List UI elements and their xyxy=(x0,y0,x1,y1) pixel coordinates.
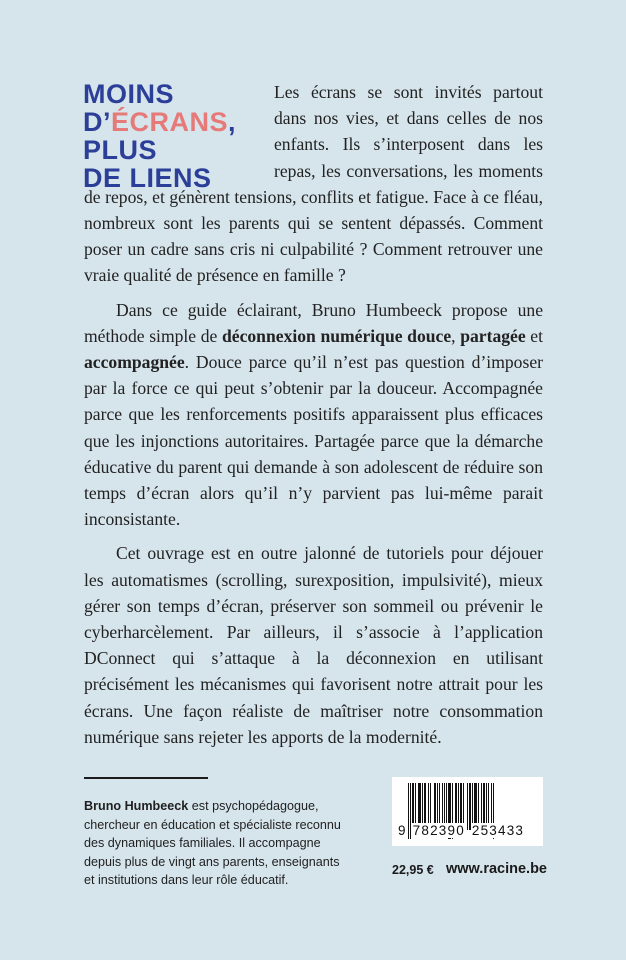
divider-rule xyxy=(84,777,208,779)
isbn-number: 9 782390 253433 xyxy=(398,823,525,838)
price: 22,95 € xyxy=(392,863,434,877)
blurb-paragraph-3: Cet ouvrage est en outre jalonné de tutoriels pour déjouer les automatismes (scrolling, surexposition, impulsivité), mieux gérer son temps d’écran, préserver son sommeil ou prévenir le cyberharcèlement. Par ailleurs, il s’associe à l’application DConnect qui s’attaque à la déconnexion en utilisant précisément les mécanismes qui favorisent notre attrait pour les écrans. Une façon réaliste de maîtriser notre consommation numérique sans rejeter les apports de la modernité. xyxy=(84,543,543,747)
title-spacer xyxy=(84,79,274,183)
blurb xyxy=(84,79,543,750)
publisher-website[interactable]: www.racine.be xyxy=(446,861,547,877)
isbn-barcode xyxy=(392,777,543,846)
title-line-1: MOINS xyxy=(83,79,175,109)
author-bio: Bruno Humbeeck est psychopédagogue, chercheur en éducation et spécialiste reconnu des dynamiques familiales. Il accompagne depuis plus de vingt ans parents, enseignants et institutions dans leur rôle éducatif. xyxy=(84,799,341,888)
title-line-3: PLUS xyxy=(83,135,158,165)
author-name: Bruno Humbeeck xyxy=(84,799,189,813)
title-line-4: DE LIENS xyxy=(83,163,212,193)
title-line-2: D’ÉCRANS, xyxy=(83,107,237,137)
blurb-paragraph-1: Les écrans se sont invités partout dans nos vies, et dans celles de nos enfants. Ils s’interposent dans les repas, les conversations, les moments de repos, et génèrent tensions, conflits et fatigue. Face à ce fléau, nombreux sont les parents qui se sentent dépassés. Comment poser un cadre sans cris ni culpabilité ? Comment retrouver une vraie qualité de présence en famille ? xyxy=(84,82,543,286)
title-accent-word: ÉCRANS xyxy=(111,107,229,137)
blurb-paragraph-2: Dans ce guide éclairant, Bruno Humbeeck propose une méthode simple de déconnexion numérique douce, partagée et accompagnée. Douce parce qu’il n’est pas question d’imposer par la force ce qui peut s’obtenir par la douceur. Accompagnée parce que les renforcements positifs apparaissent plus efficaces que les injonctions autoritaires. Partagée parce que la démarche éducative du parent qui demande à son adolescent de réduire son temps d’écran alors qu’il n’y parvient pas lui-même parait inconsistante. xyxy=(84,299,543,530)
